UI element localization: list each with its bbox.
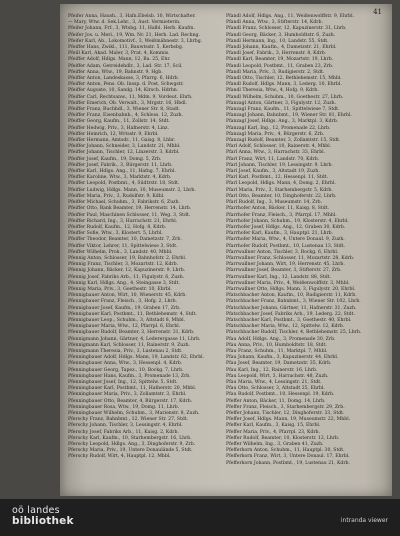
directory-entry: Pfeiffer Otto, Bank Beamter, 19, Herrenstr. 14, Lhrb. (68, 206, 192, 212)
directory-entry: Pfarl Adolf, Schlosser, 10, Rainerstr. 4, Mhbl. (226, 144, 332, 150)
directory-entry: Pferschy Johann, Tischler, 3, Lessingstr. 4, Ehrbl. (68, 423, 183, 429)
directory-entry: Pfeiffer Rudolf, Kaufm., 12, Hofg. 8, Kdrb. (68, 224, 167, 230)
directory-entry: Pfeiffer Theodor, Beamter, 10, Dametzstr. 7, Zrb. (68, 237, 182, 243)
directory-entry: Pfeiffer Maria, Priv., 3, Rudolfstr. 9, Kdbl. (68, 193, 165, 199)
directory-entry: Pfandl Rudolf, Hdlgs. Mann, 3, Lederg. 10, Ehrbl. (226, 82, 342, 88)
directory-entry: Pfennigbauer Franz, Fleisch., 3, Hofg. 2, Lhrb. (68, 299, 178, 305)
directory-entry: Pfeiffer Karl, Hdlgs. Ang., 11, Hafng. 7, Ehrbl. (68, 169, 176, 175)
directory-entry: Pfefferkorn Johann, Postbmt., 19, Lustenau 21, Kdrb. (226, 460, 350, 466)
directory-entry: Pfeiffer Ludwig, Hdlgs. Mann, 10, Museumstr. 2, Lhrb. (68, 187, 196, 193)
directory-entry: Pfennigbauer Josef, Kaufm., 19, Graben 17, Zrb. (68, 305, 181, 311)
directory-entry: Pferschy Rudolf, Wirt, 4, Hauptpl. 12, Mhbl. (68, 454, 171, 460)
directory-entry: Pfeiffer Georg, Kaufm., 11, Zollstr. 14, Stdt. (68, 119, 170, 125)
directory-entry: Pfeiffer Anton, Landeskasse, 3, Pfarrg. 6, Hdrb. (68, 76, 180, 82)
directory-entry: Pfenningbauer Georg, Tapez., 10, Bockg. 7, Lhrb. (68, 367, 184, 373)
directory-entry: Pfandl Adolf, Hdlgs. Ang., 11, Weißenwolffstr. 9, Ehrbl. (226, 14, 355, 19)
left-column (68, 14, 218, 461)
directory-entry: Pfandl Wilhelm, Schuhm., 10, Goethestr. 27, Lhrb. (226, 94, 344, 100)
directory-entry: Pfarrhofer Anton, Bäcker, 11, Kaisg. 8, Stdt. (226, 206, 329, 212)
directory-entry: Pfenningbauer Otto, Beamter, 4, Bürgerstr. 17, Kdrb. (68, 398, 193, 404)
directory-entry: Pfanzagl Rudolf, Beamter, 3, Zollamtstr. 15, Stdt. (226, 138, 341, 144)
directory-entry: Pfeifer Anna, Haush., 3, Hafn.Ebelsb. 10, Wirtschafter. (68, 14, 196, 19)
directory-entry: Pfarl Josef, Kaufm., 3, Altstadt 19, Zuzh. (226, 169, 320, 175)
directory-entry: Pfenningbauer Anna, Wtw., 3, Hessenpl. 4, Kdrb. (68, 361, 183, 367)
directory-entry: Pfeiffer Hans, Zwikl., 111, Bauwtsstr. 5, Kerbsbg. (68, 45, 184, 51)
directory-entry: Pfeiffer Josef, Fabrik., 3, Bürgerstr. 11, Lhrb. (68, 162, 173, 168)
directory-entry: Pfandl Karl, Beamter, 19, Mozartstr. 19, Lhrb. (226, 57, 334, 63)
directory-entry: Pfenningbauer Maria, Priv., 3, Zollamtstr. 3, Ehrbl. (68, 392, 187, 398)
viewer-label[interactable]: intranda viewer (340, 517, 388, 524)
directory-entry: Pfandl Johann, Kaufm., 4, Dametzstr. 21, Ehrbl. (226, 45, 337, 51)
directory-entry: Pfeifer Johann, Frf., 3, Wtsbg. 11, Halbl. Herb. Kaufm. (68, 26, 195, 32)
directory-entry: Pfarrwallner Josef, Beamter, 3, Stifterstr. 27, Zrb. (226, 268, 342, 274)
directory-entry: Pfandl Theresia, Wtw., 4, Hofg. 9, Kdrb. (226, 88, 319, 94)
directory-entry: Pfeiffer Anna, Wtw., 19, Bahnstr. 9, Hgb. (68, 69, 163, 75)
directory-entry: Pfeiffer Hermann, Amtsdr., 11, Gaisg. 8, Lhbr. (68, 138, 176, 144)
directory-entry: Pfennigbauer Leop., Schuhm., 3, Altstadt 8, Mhbl. (68, 317, 186, 323)
directory-entry: Pfarl Anna, Wtw., 3, Harrachstr. 33, Ehrbl. (226, 150, 326, 156)
directory-entry: Pfeiffer Adam, Getreidehdlr., 3, Lad. Str. 17, Scil. (68, 63, 183, 69)
directory-entry: Pfefferkorn Franz, Wirt, 3, Untere Donaul. 17, Ehrbl. (226, 454, 350, 460)
directory-entry: Pfeiffer Carl, Rechtsanw., 11, Mdm. 9, Vordeut. Ehrh. (68, 94, 193, 100)
directory-entry: Pfarrhofer Franz, Fleisch., 3, Pfarrpl. 17, Mhbl. (226, 212, 337, 218)
directory-entry: Pfennigbauer Anton, Wirt, 10, Wienerstr. 45, Kdrb. (68, 293, 187, 299)
right-column (226, 14, 376, 467)
directory-entry: Pfeffer Maria, Priv., 4, Pfarrpl. 23, Kdrb. (226, 429, 320, 435)
directory-entry: Pfanzagl Johann, Bahnbmt., 19, Wiener Str. 81, Ehrbl. (226, 113, 352, 119)
directory-entry: Pfeffer Wilhelm, Ing., 3, Graben 41, Zuzh. (226, 442, 324, 448)
directory-entry: Pfau Rudolf, Postbmt., 10, Hessenpl. 19, Kdrb. (226, 392, 335, 398)
directory-entry: Pfennig Franz, Tischler, 3, Mozartstr. 12, Kdrb. (68, 262, 179, 268)
directory-entry: Pfenningbauer Hans, Kaufm., 3, Promenade 13, Zrb. (68, 373, 191, 379)
directory-entry: Pfeffer Josef, Hdlgs. Mann, 19, Museumstr. 22, Mhbl. (226, 417, 351, 423)
directory-entry: Pferschy Maria, Priv., 19, Untere Donaulände 5, Stdt. (68, 448, 193, 454)
directory-entry: Pfanzagl Maria, Priv., 4, Bürgerstr. 6, Zrb. (226, 131, 325, 137)
directory-entry: Pfarrhofer Maria, Wtw., 4, Untere Donaul. 9, Zuzh. (226, 237, 345, 243)
directory-entry: Pfeifer Jos. u. Meri., 19, Wm. Nr. 21, Herb. Lad. Rechng. (68, 32, 200, 38)
directory-entry: Pfanzagl Franz, Kaufm., 11, Spittelwiese 7, Stdt. (226, 107, 340, 113)
directory-entry: Pfarrwallner Anton, Tischler, 3, Bockg. 6, Ehrbl. (226, 249, 339, 255)
directory-entry: Pfandl Leopold, Postbmt., 11, Graben 23, Zrb. (226, 63, 334, 69)
directory-entry: Pfanzagl Josef, Hdlgs. Ang., 3, Marktpl. 3, Kdrb. (226, 119, 339, 125)
directory-entry: Pfau Leopold, Wirt, 3, Harrachstr. 48, Zuzh. (226, 373, 329, 379)
directory-entry: Pfarl Johann, Tischler, 19, Lessingstr. 9, Lhrb. (226, 162, 333, 168)
page-number: 41 (373, 8, 382, 16)
directory-entry: Pfau Johann, Kaufm., 3, Kapuzinerstr. 44, Ehrbl. (226, 355, 339, 361)
directory-entry: Pfau Maria, Wtw., 4, Lessingstr. 21, Stdt. (226, 379, 322, 385)
directory-entry: Pferschy Leopold, Hdlgs. Ang., 3, Dinghoferstr. 9, Zrb. (68, 442, 196, 448)
directory-entry: Pfarrwallner Otto, Hdlgs. Mann, 3, Figulystr. 20, Ehrbl. (226, 286, 356, 292)
directory-entry: Pferschy Franz, Bahnbmt., 12, Wiener Str. 27, Stdt. (68, 417, 189, 423)
directory-entry: Pfarl Otto, Beamter, 10, Dinghoferstr. 22, Lhrb. (226, 193, 337, 199)
directory-entry: Pfenningbauer Josef, Ing., 12, Spittelw. 5, Stdt. (68, 379, 178, 385)
directory-entry: Pfeffer Rudolf, Beamter, 10, Klosterstr. 12, Lhrb. (226, 435, 340, 441)
directory-entry: Pfennigbauer Karl, Postbmt., 11, Bethlehemstr. 4, Stdt. (68, 311, 197, 317)
directory-entry: Pfeiffer Leopold, Postbmt., 4, Südtrstr. 18, Stdt. (68, 181, 180, 187)
directory-entry: Pfatschbacher Johann, Gärtner, 11, Hafnerstr. 31, Zuzh. (226, 305, 357, 311)
directory-entry: Pfarrhofer Johann, Schuhm., 19, Klosterstr. 4, Ehrbl. (226, 218, 349, 224)
directory-entry: Pfau Otto, Schlosser, 3, Altstadt 25, Ehrbl. (226, 386, 325, 392)
directory-entry: Pfeiffer Emerich, Ob. Verwalt., 3, Mrgstr. 16, Hbdl. (68, 100, 188, 106)
directory-entry: Pfatschbacher Rudolf, Tischler, 4, Bethlehemstr. 25, Lhrb. (226, 330, 362, 336)
directory-entry: Pfeffer Karl, Kaufm., 3, Kaisg. 15, Ehrbl. (226, 423, 321, 429)
directory-entry: Pfeiffer Sofie, Wtw., 3, Klostert. 5, Lhrbl. (68, 231, 163, 237)
directory-entry: Pfennig Josef, Fabriks Arb., 11, Figulystr. 6, Zuzh. (68, 274, 185, 280)
directory-entry: Pfeiffer Wilhelm, Prok., 3, Landstr. 40, Mhbl. (68, 249, 173, 255)
directory-entry: Pfeffer Franz, Fleisch., 3, Starhembergstr. 29, Zrb. (226, 404, 345, 410)
directory-entry: Pfennig Karl, Hdlgs. Ang., 4, Steingasse 3, Stdt. (68, 280, 180, 286)
directory-entry: Pfennigbauer Rudolf, Beamter, 3, Herrenstr. 31, Kdrb. (68, 330, 195, 336)
directory-entry: Pfarl Maria, Priv., 3, Starhembergstr. 5, Kdrb. (226, 187, 333, 193)
directory-entry: Pfau Franz, Schuhm., 11, Marktpl. 7, Mhbl. (226, 348, 328, 354)
directory-entry: Pfenningbauer Karl, Postbmt., 11, Hafnerstr. 20, Mhbl. (68, 386, 197, 392)
directory-entry: Pfeiffer Viktor, Lehrer, 11, Spittelwiese 3, Stdt. (68, 243, 178, 249)
directory-entry: Pfeffer Anton, Bäcker, 11, Domg. 14, Lhrb. (226, 398, 326, 404)
directory-entry: Pfeiffer Franz, Buchhdl., 3, Wiener Str. 8, Stadt. (68, 107, 181, 113)
directory-entry: Pferschy Josef, Fabriks Arb., 11, Kaisg. 2, Kdrb. (68, 429, 179, 435)
directory-entry: Pfatschbacher Karl, Postbmt., 3, Goethestr. 40, Ehrbl. (226, 317, 352, 323)
directory-entry: Pfeiffer Heinrich, 12, Wrtsstr. 9, Ehrbl. (68, 131, 159, 137)
directory-entry: Pfennigmann Karl, Schlosser, 11, Rainerstr. 9, Zuzh. (68, 342, 191, 348)
directory-entry: Pfarl Franz, Wirt, 11, Landstr. 70, Kdrb. (226, 156, 320, 162)
directory-entry: Pfenningbauer Rosa, Wtw., 19, Domg. 11, Lhrb. (68, 404, 180, 410)
directory-entry: Pfeill Karl, Akad. Maler, 3, Prat. 4, Kommis. (68, 51, 170, 57)
directory-entry: Pfau Josef, Beamter, 19, Dametzstr. 35, Kdrb. (226, 361, 332, 367)
directory-entry: Pfeiffer Paul, Maschinen Schlosser, 11, Weg. 3, Stdt. (68, 212, 191, 218)
directory-entry: Pfandl Otto, Tischler, 12, Bethlehemstr. 15, Mhbl. (226, 76, 342, 82)
directory-entry: Pfennigbauer Maria, Wtw., 12, Pfarrpl. 6, Ehrbl. (68, 324, 181, 330)
directory-entry: Pfeiffer Johann, Schneider, 3, Landstr. 21, Mhbl. (68, 144, 181, 150)
directory-entry: Pfau Anna, Priv., 10, Humboldtstr. 18, Stdt. (226, 342, 327, 348)
scanned-page (60, 4, 392, 496)
library-logo[interactable] (12, 506, 74, 526)
directory-entry: Pfandl Maria, Priv., 3, Rudigierstr. 2, Stdt. (226, 69, 325, 75)
directory-entry: Pferschy Karl, Kaufm., 10, Starhembergstr. 16, Lhrb. (68, 435, 192, 441)
directory-entry: Pfeifer Karl, Ab., Lokomotivf., 3, Weißmähnestr. 3, Lhrbg. (68, 38, 203, 44)
directory-entry: Pfatschbacher Franz, Bahnbmt., 3, Wiener Str. 102, Lhrb. (226, 299, 361, 305)
directory-entry: Pfanzagl Anton, Gärtner, 3, Figulystr. 12, Zuzh. (226, 100, 337, 106)
directory-entry: Pfennig Johann, Bäcker, 12, Kapuzinerstr. 9, Lhrb. (68, 268, 186, 274)
directory-entry: Pfeiffer Anton, Pens. Ob. Inssp. d. Post, Schwgstr. (68, 82, 184, 88)
directory-entry: Pfennigmann Theresia, Priv., 3, Lustenau 2, Stdt. (68, 348, 183, 354)
directory-entry: Pfandl Hermann, Ing., 10, Landstr. 55, Stdt. (226, 38, 329, 44)
directory-entry: Pfau Karl, Ing., 12, Rainerstr. 16, Lhrb. (226, 367, 318, 373)
directory-entry: Pfarrwallner Maria, Priv., 4, Weißenwolffstr. 3, Mhbl. (226, 280, 350, 286)
directory-entry: Pfandl Josef, Fabrik., 3, Herrenstr. 8, Kdrb. (226, 51, 327, 57)
directory-entry: Pfefferkorn Anton, Schuhm., 11, Hauptpl. 30, Stdt. (226, 448, 345, 454)
directory-entry: Pfennigmann Johann, Gärtner, 4, Lederergasse 11, Lhrb. (68, 336, 201, 342)
directory-entry: Pfenningbauer Wilhelm, Schuhm., 3, Marienstr. 8, Zuzh. (68, 411, 200, 416)
directory-entry: Pfarl Leopold, Hdlgs. Mann, 4, Domg. 2, Ehrbl. (226, 181, 336, 187)
directory-entry: Pfeffer Johann, Tischler, 12, Dinghoferstr. 33, Stdt. (226, 411, 345, 416)
directory-entry: Pfennig Maria, Priv., 3, Goethestr. 10, Ehrbl. (68, 286, 172, 292)
directory-entry: Pfeiffer Johann, Tischler, 12, Linzerstr. 3, Kdrbl. (68, 150, 180, 156)
directory-entry: Pfandl Georg, Bäcker, 3, Humboldtstr. 6, Zuzh. (226, 32, 336, 38)
directory-entry: Pfarl Karl, Postbmt., 12, Hessenpl. 11, Stdt. (226, 175, 329, 181)
directory-entry: Pfarrhofer Rudolf, Postbmt., 10, Lustenau 13, Stdt. (226, 243, 345, 249)
logo-line-1: oö landes (12, 505, 60, 516)
directory-entry: — Mary, Wtw. d. Sek.Lehr., 3, Aust. Vermieterin. (68, 20, 181, 26)
directory-entry: Pfarrwallner Johann, Wirt, 19, Herrenstr. 45, Lhrb. (226, 262, 345, 268)
directory-entry: Pfeiffer Adolf, Hdlgs. Mann, 12, Ba. 25, Ehr. (68, 57, 171, 63)
directory-entry: Pfeiffer Auguste, 10, Sandg. 14, Kirsch. Hdrbn. (68, 88, 179, 94)
directory-entry: Pfarrwallner Karl, Ing., 12, Landstr. 88, Stdt. (226, 274, 331, 280)
directory-entry: Pfenningbauer Adolf, Hdlgs. Mann, 19, Landstr. 62, Ehrbl. (68, 355, 205, 361)
directory-entry: Pfatschbacher Josef, Fabriks Arb., 19, Lederg. 22, Stdt. (226, 311, 355, 317)
directory-entry: Pfandl Anna, Wtw., 3, Stifterstr. 14, Kdrb. (226, 20, 323, 26)
directory-entry: Pfennig Anton, Schlosser, 19, Bahnhofstr. 2, Ehrbl. (68, 255, 187, 261)
directory-entry: Pfeiffer Michael, Schuhm., 3, Fabrikstr. 6, Zuzh. (68, 200, 180, 206)
directory-entry: Pfanzagl Karl, Ing., 12, Promenade 22, Lhrb. (226, 125, 331, 131)
directory-entry: Pfau Adolf, Hdlgs. Ang., 3, Promenade 30, Zrb. (226, 336, 336, 342)
directory-entry: Pfarl Rudolf, Ing., 3, Museumstr. 14, Zrb. (226, 200, 323, 206)
directory-entry: Pfarrhofer Karl, Kaufm., 3, Hauptpl. 21, Lhrb. (226, 231, 334, 237)
directory-entry: Pfeiffer Josef, Kaufm., 19, Domg. 5, Zrb. (68, 156, 162, 162)
directory-entry: Pfarrwallner Franz, Schlosser, 11, Mozartstr. 28, Kdrb. (226, 255, 355, 261)
directory-entry: Pfandl Franz, Schlosser, 12, Kapuzinerstr. 31, Lhrb. (226, 26, 347, 32)
directory-entry: Pfeiffer Hedwig, Priv., 3, Hafnerstr. 4, Linz. (68, 125, 169, 131)
directory-entry: Pfeiffer Richard, Ing., 3, Harrachstr. 21, Ehrbl. (68, 218, 178, 224)
directory-entry: Pfatschbacher Maria, Wtw., 12, Spittelw. 12, Kdrb. (226, 324, 345, 330)
directory-entry: Pfeiffer Franz, Eisenbahnb., 4, Schloss. 12, Zuzh. (68, 113, 183, 119)
logo-line-2: bibliothek (12, 515, 74, 527)
directory-entry: Pfatschbacher Anton, Kaufm., 10, Rudigierstr. 11, Kdrb. (226, 293, 357, 299)
directory-entry: Pfeiffer Karoline, Wtw., 3, Marktstr. 4, Kdrb. (68, 175, 172, 181)
directory-entry: Pfarrhofer Josef, Hdlgs. Ang., 12, Graben 30, Kdrb. (226, 224, 346, 230)
